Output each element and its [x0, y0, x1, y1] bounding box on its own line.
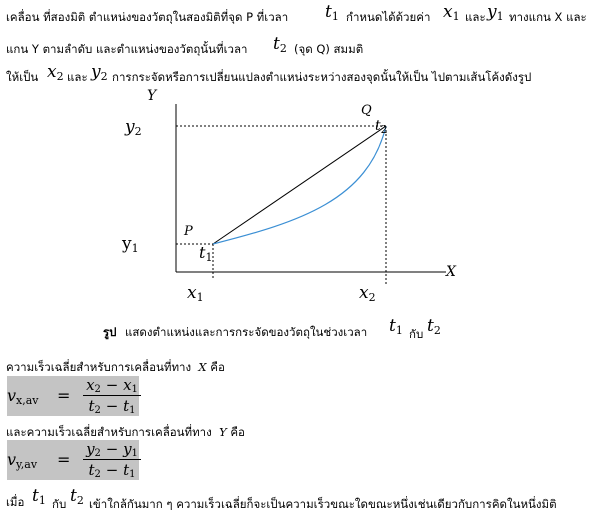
- footer-t1: $t_1$: [32, 486, 46, 507]
- caption-bold: รูป: [103, 325, 117, 339]
- formula-vx-lhs: $v_{x,av}$: [7, 386, 39, 407]
- section-y-intro: และความเร็วเฉลี่ยสำหรับการเคลื่อนที่ทาง Y คือ: [6, 425, 245, 439]
- y-axis-label: Y: [147, 88, 157, 104]
- caption-t2: $t_2$: [427, 316, 441, 337]
- para-line1-text-a: เคลื่อน ที่สองมิติ ตำแหน่งของวัตถุในสองมิติที่จุด P ที่เวลา: [6, 10, 289, 24]
- symbol-t2-inline: $t_2$: [273, 34, 287, 55]
- formula-vx-denominator: $t_2 - t_1$: [88, 397, 136, 416]
- tick-y2-label: $y_2$: [125, 117, 142, 138]
- para-line1-text-b: กำหนดได้ด้วยค่า: [346, 10, 431, 24]
- caption-t1: $t_1$: [389, 316, 403, 337]
- symbol-x2-inline: $x_2$: [47, 62, 64, 83]
- formula-vx-numerator: $x_2 - x_1$: [86, 376, 138, 395]
- formula-vx-eq: =: [57, 386, 71, 405]
- caption-text: แสดงตำแหน่งและการกระจัดของวัตถุในช่วงเวลา: [125, 325, 368, 339]
- formula-vy-denominator: $t_2 - t_1$: [88, 461, 136, 480]
- formula-vx-fraction: [83, 376, 141, 415]
- formula-vy-lhs: $v_{y,av}$: [7, 450, 38, 471]
- x-axis-label: X: [446, 264, 456, 280]
- formula-vx-box: [7, 376, 139, 416]
- formula-vy-box: [7, 440, 139, 480]
- para-line2-text-a: แกน Y ตามลำดับ และตำแหน่งของวัตถุนั้นที่เวลา: [6, 42, 248, 56]
- footer-text-b: กับ: [52, 497, 67, 511]
- symbol-x1-inline: $x_1$: [443, 2, 460, 23]
- footer-t2: $t_2$: [70, 486, 84, 507]
- para-line1-text-c: และ: [465, 10, 486, 24]
- formula-vy-eq: =: [57, 450, 71, 469]
- tick-x1-label: $x_1$: [187, 283, 204, 304]
- tick-y1-label: $y_1$: [122, 234, 139, 255]
- para-line3-text-b: และ: [67, 70, 88, 84]
- tick-x2-label: $x_2$: [359, 283, 376, 304]
- symbol-y1-inline: $y_1$: [487, 2, 504, 23]
- formula-vy-numerator: $y_2 - y_1$: [86, 440, 138, 459]
- section-x-intro: ความเร็วเฉลี่ยสำหรับการเคลื่อนที่ทาง X คือ: [6, 360, 225, 374]
- formula-vy-fraction: [83, 440, 141, 479]
- caption-conj: กับ: [409, 327, 424, 341]
- para-line3-text-a: ให้เป็น: [6, 70, 39, 84]
- point-p-label: P: [184, 224, 193, 239]
- displacement-chord: [213, 126, 386, 244]
- t2-point-label: $t_2$: [375, 118, 388, 136]
- point-q-label: Q: [361, 103, 372, 118]
- t1-point-label: $t_1$: [199, 243, 213, 264]
- symbol-y2-inline: $y_2$: [91, 62, 108, 83]
- footer-text-c: เข้าใกล้กันมาก ๆ ความเร็วเฉลี่ยก็จะเป็นความเร็วขณะใดขณะหนึ่งเช่นเดียวกับการคิดในหนึ่งมิติ: [89, 497, 557, 511]
- para-line2-text-b: (จุด Q) สมมติ: [294, 42, 364, 56]
- symbol-t1-inline: $t_1$: [325, 2, 339, 23]
- para-line1-text-d: ทางแกน X และ: [509, 10, 587, 24]
- footer-text-a: เมื่อ: [6, 495, 25, 509]
- para-line3-text-c: การกระจัดหรือการเปลี่ยนแปลงตำแหน่งระหว่างสองจุดนั้นให้เป็น ไปตามเส้นโค้งดังรูป: [112, 70, 532, 84]
